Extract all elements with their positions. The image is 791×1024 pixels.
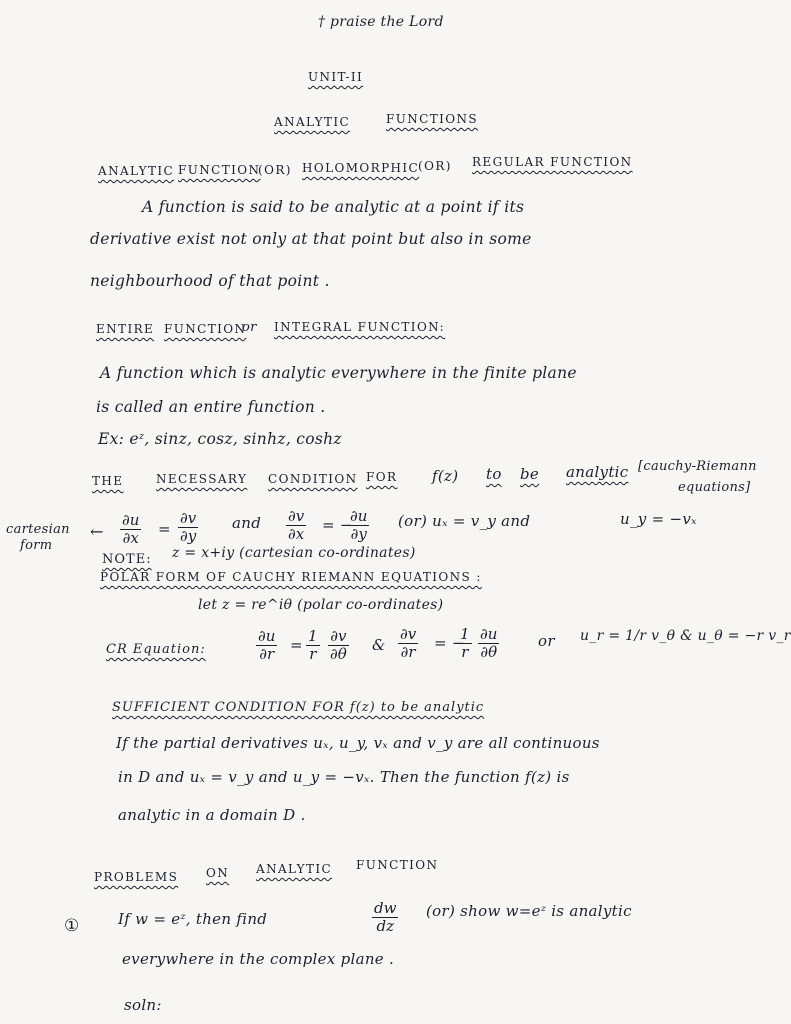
frac-dv-dtheta	[328, 628, 349, 663]
page-title-word1: ANALYTIC	[274, 115, 351, 129]
sufficient-line1: If the partial derivatives uₓ, u_y, vₓ and v_y are all continuous	[116, 734, 600, 752]
frac-num: ∂u	[122, 511, 140, 529]
frac-dv-dy	[178, 510, 198, 545]
entire-heading-w3: or	[242, 320, 257, 335]
page-title-word2: FUNCTIONS	[386, 112, 479, 126]
frac-num: ∂u	[258, 627, 276, 645]
frac-num: ∂v	[330, 627, 347, 645]
frac-num: 1	[460, 625, 470, 643]
and-word: and	[232, 514, 262, 532]
question-1-line2: everywhere in the complex plane .	[122, 950, 395, 968]
cartesian-side-label-2: form	[20, 538, 53, 553]
entire-heading-w2: FUNCTION	[164, 322, 247, 336]
frac-den: dz	[376, 917, 394, 935]
necessary-w8: analytic	[566, 463, 629, 481]
frac-num: ∂v	[288, 507, 305, 525]
question-number: ①	[64, 916, 80, 936]
necessary-w3: CONDITION	[268, 472, 358, 486]
frac-den: ∂r	[259, 645, 275, 663]
note-label: NOTE:	[102, 552, 152, 567]
frac-du-dx	[120, 512, 141, 547]
frac-one-over-r-2	[458, 626, 472, 661]
analytic-heading-w6: REGULAR FUNCTION	[472, 155, 633, 169]
analytic-def-line3: neighbourhood of that point .	[90, 272, 330, 290]
entire-heading-w4: INTEGRAL FUNCTION:	[274, 320, 446, 334]
entire-line2: is called an entire function .	[96, 398, 326, 416]
polar-equals-minus: = −	[434, 634, 465, 652]
analytic-heading-w2: FUNCTION	[178, 163, 261, 177]
frac-den: r	[309, 645, 317, 663]
left-arrow-icon: ←	[90, 522, 104, 541]
frac-num: ∂u	[480, 625, 498, 643]
analytic-heading-w3: (OR)	[258, 163, 292, 177]
frac-dv-dr	[398, 626, 418, 661]
praise-line: † praise the Lord	[318, 14, 444, 30]
frac-one-over-r	[306, 628, 320, 663]
problems-heading-w2: ON	[206, 866, 230, 880]
entire-heading-w1: ENTIRE	[96, 322, 155, 336]
cr-uy-part: u_y = −vₓ	[620, 510, 697, 528]
frac-num: ∂u	[350, 507, 368, 525]
frac-den: ∂y	[180, 527, 197, 545]
necessary-w6: to	[486, 465, 502, 483]
frac-den: ∂θ	[480, 643, 498, 661]
frac-den: ∂y	[350, 525, 367, 543]
cr-or-part: (or) uₓ = v_y and	[398, 512, 531, 530]
frac-den: r	[461, 643, 469, 661]
entire-line1: A function which is analytic everywhere in the finite plane	[100, 364, 577, 382]
unit-title: UNIT-II	[308, 70, 364, 84]
necessary-bracket-2: equations]	[678, 480, 751, 495]
necessary-w7: be	[520, 465, 540, 483]
frac-num: dw	[374, 899, 397, 917]
polar-short-form: u_r = 1/r v_θ & u_θ = −r v_r	[580, 628, 791, 644]
frac-den: ∂θ	[330, 645, 347, 663]
analytic-heading-w1: ANALYTIC	[98, 164, 175, 178]
frac-du-dr	[256, 628, 277, 663]
analytic-heading-w5: (OR)	[418, 159, 452, 173]
frac-num: 1	[308, 627, 318, 645]
cartesian-side-label: cartesian	[6, 522, 70, 537]
analytic-heading-w4: HOLOMORPHIC	[302, 161, 420, 175]
analytic-def-line1: A function is said to be analytic at a point if its	[142, 198, 525, 216]
necessary-w2: NECESSARY	[156, 472, 248, 486]
sufficient-heading: SUFFICIENT CONDITION FOR f(z) to be analytic	[112, 700, 485, 715]
necessary-bracket-1: [cauchy-Riemann	[638, 459, 757, 474]
frac-den: ∂x	[122, 529, 139, 547]
ampersand: &	[372, 636, 386, 654]
problems-heading-w4: FUNCTION	[356, 858, 439, 872]
question-1-part-a: If w = eᶻ, then find	[118, 910, 268, 928]
note-text: z = x+iy (cartesian co-ordinates)	[172, 545, 416, 561]
frac-du-dy	[348, 508, 369, 543]
question-1-part-b: (or) show w=eᶻ is analytic	[426, 902, 632, 920]
frac-dv-dx	[286, 508, 306, 543]
analytic-def-line2: derivative exist not only at that point but also in some	[90, 230, 532, 248]
equals-sign: =	[158, 520, 171, 538]
frac-dw-dz	[372, 900, 398, 935]
polar-equals: =	[290, 636, 303, 654]
necessary-w5: f(z)	[432, 467, 459, 485]
problems-heading-w3: ANALYTIC	[256, 862, 333, 876]
frac-num: ∂v	[400, 625, 417, 643]
polar-or: or	[538, 632, 555, 650]
necessary-w1: THE	[92, 474, 124, 488]
frac-den: ∂r	[400, 643, 416, 661]
problems-heading-w1: PROBLEMS	[94, 870, 179, 884]
frac-du-dtheta	[478, 626, 499, 661]
frac-num: ∂v	[180, 509, 197, 527]
polar-let-line: let z = re^iθ (polar co-ordinates)	[198, 597, 444, 613]
solution-label: soln:	[124, 996, 162, 1014]
cr-equation-label: CR Equation:	[106, 642, 206, 657]
polar-heading: POLAR FORM OF CAUCHY RIEMANN EQUATIONS :	[100, 570, 482, 584]
entire-example: Ex: eᶻ, sinz, cosz, sinhz, coshz	[98, 430, 342, 448]
sufficient-line2: in D and uₓ = v_y and u_y = −vₓ. Then the function f(z) is	[118, 768, 570, 786]
frac-den: ∂x	[288, 525, 305, 543]
sufficient-line3: analytic in a domain D .	[118, 806, 306, 824]
equals-minus: = −	[322, 516, 353, 534]
necessary-w4: FOR	[366, 470, 398, 484]
